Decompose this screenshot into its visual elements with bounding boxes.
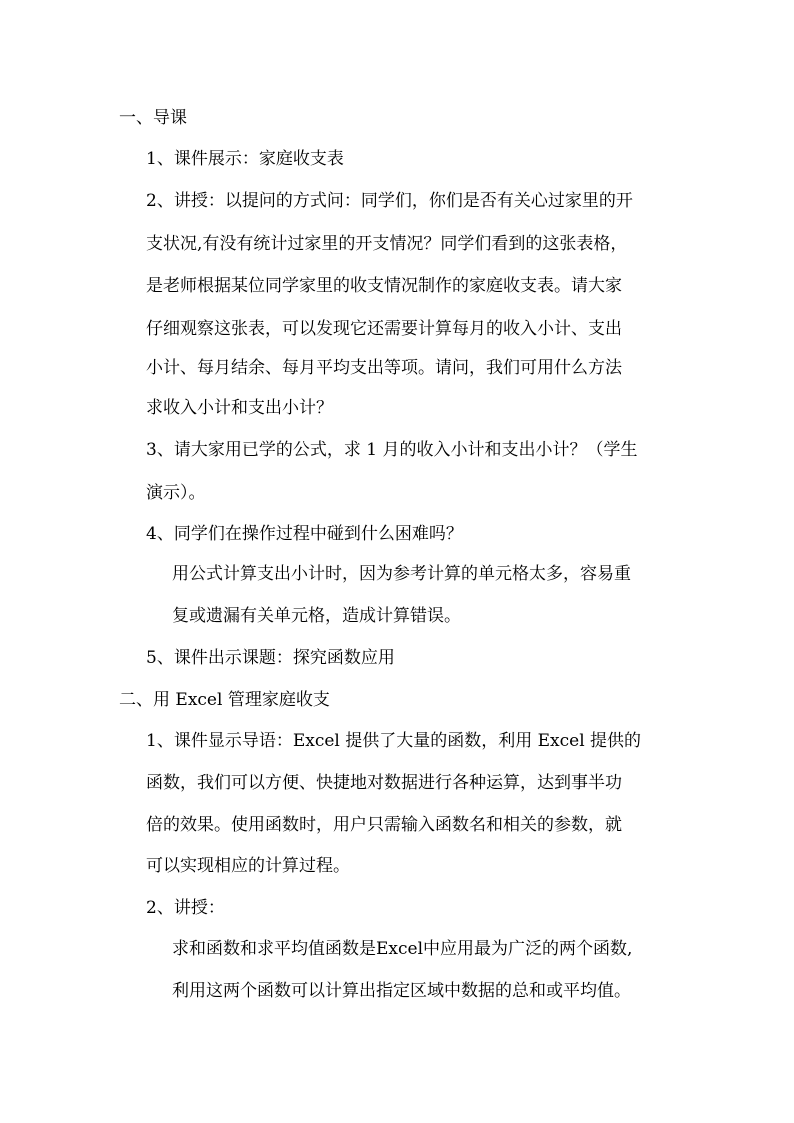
paragraph-line: 5、课件出示课题：探究函数应用 [146, 648, 395, 668]
paragraph-line: 1、课件显示导语：Excel 提供了大量的函数，利用 Excel 提供的 [146, 731, 642, 751]
paragraph-line: 是老师根据某位同学家里的收支情况制作的家庭收支表。请大家 [146, 276, 622, 296]
section-heading-intro: 一、导课 [119, 108, 187, 128]
paragraph-line: 可以实现相应的计算过程。 [146, 856, 350, 876]
paragraph-line: 求收入小计和支出小计？ [146, 398, 333, 418]
section-heading-excel: 二、用 Excel 管理家庭收支 [119, 690, 330, 710]
paragraph-line: 支状况,有没有统计过家里的开支情况？同学们看到的这张表格， [146, 234, 628, 254]
paragraph-line: 演示）。 [146, 483, 206, 503]
paragraph-line: 倍的效果。使用函数时，用户只需输入函数名和相关的参数，就 [146, 815, 622, 835]
paragraph-line: 复或遗漏有关单元格，造成计算错误。 [172, 606, 461, 626]
paragraph-line: 用公式计算支出小计时，因为参考计算的单元格太多，容易重 [172, 564, 631, 584]
paragraph-line: 1、课件展示：家庭收支表 [146, 149, 344, 169]
paragraph-line: 小计、每月结余、每月平均支出等项。请问，我们可用什么方法 [146, 358, 622, 378]
paragraph-line: 2、讲授： [146, 898, 225, 918]
paragraph-line: 2、讲授：以提问的方式问：同学们，你们是否有关心过家里的开 [146, 191, 633, 211]
paragraph-line: 函数，我们可以方便、快捷地对数据进行各种运算，达到事半功 [146, 773, 622, 793]
paragraph-line: 4、同学们在操作过程中碰到什么困难吗？ [146, 524, 463, 544]
paragraph-line: 求和函数和求平均值函数是Excel中应用最为广泛的两个函数, [172, 939, 633, 959]
paragraph-line: 利用这两个函数可以计算出指定区域中数据的总和或平均值。 [172, 981, 631, 1001]
paragraph-line: 3、请大家用已学的公式，求 1 月的收入小计和支出小计？（学生 [146, 440, 638, 460]
paragraph-line: 仔细观察这张表，可以发现它还需要计算每月的收入小计、支出 [146, 319, 622, 339]
